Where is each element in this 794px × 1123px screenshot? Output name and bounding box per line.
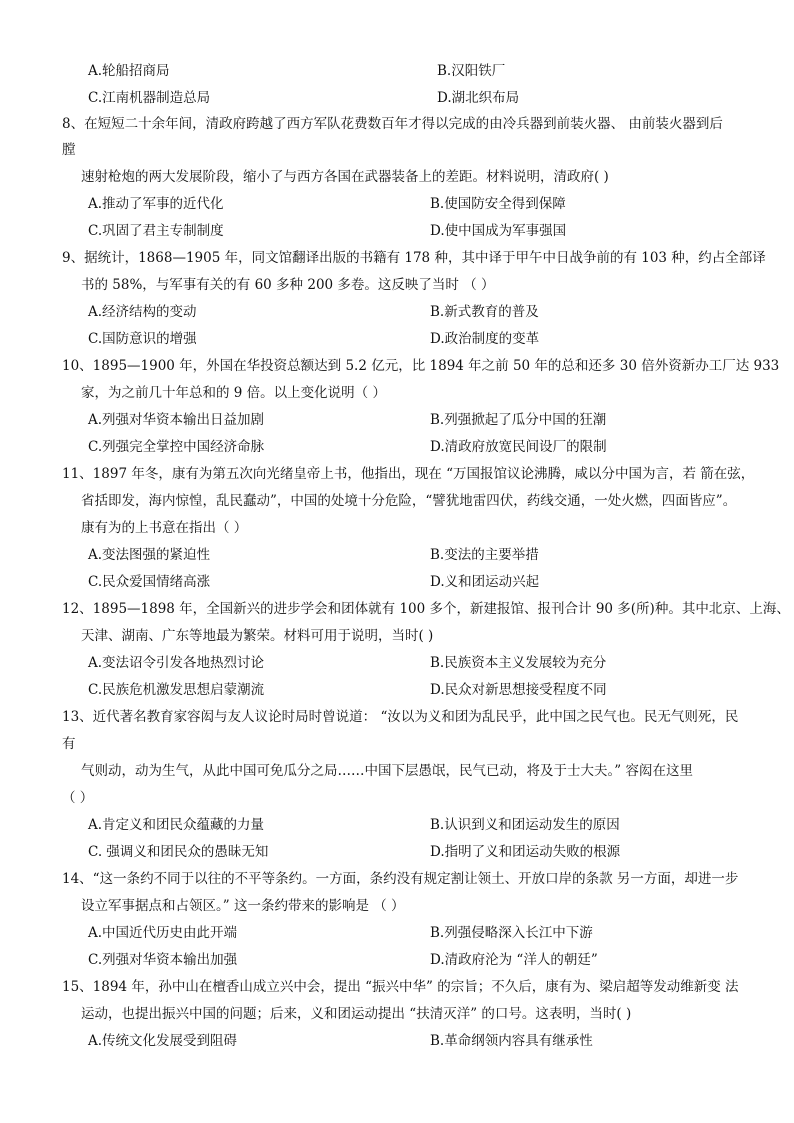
option-b: B.汉阳铁厂 xyxy=(437,63,506,79)
option-c: C.列强对华资本输出加强 xyxy=(88,952,238,968)
option-d: D.指明了义和团运动失败的根源 xyxy=(430,844,621,860)
question-13-stem: 13、近代著名教育家容闳与友人议论时局时曾说道： “汝以为义和团为乱民乎，此中国之民气也。民无气则死，民 xyxy=(62,709,739,725)
option-b: B.革命纲领内容具有继承性 xyxy=(430,1033,593,1049)
option-d: D.清政府放宽民间设厂的限制 xyxy=(430,439,607,455)
question-11-stem: 康有为的上书意在指出（ ） xyxy=(81,520,248,536)
question-8-stem: 8、在短短二十余年间，清政府跨越了西方军队花费数百年才得以完成的由冷兵器到前装火器、 由前装火器到后 xyxy=(62,116,723,132)
option-a: A.轮船招商局 xyxy=(88,63,170,79)
option-d: D.民众对新思想接受程度不同 xyxy=(430,682,607,698)
question-9-stem: 书的 58%，与军事有关的有 60 多种 200 多卷。这反映了当时 （ ） xyxy=(81,277,495,293)
option-a: A.变法图强的紧迫性 xyxy=(88,547,211,563)
option-c: C.江南机器制造总局 xyxy=(88,90,211,106)
option-c: C.民族危机激发思想启蒙潮流 xyxy=(88,682,265,698)
question-8-stem: 膛 xyxy=(62,142,76,158)
question-12-stem: 天津、湖南、广东等地最为繁荣。材料可用于说明，当时( ) xyxy=(81,628,434,644)
option-c: C.民众爱国情绪高涨 xyxy=(88,574,211,590)
question-14-stem: 设立军事据点和占领区。” 这一条约带来的影响是 （ ） xyxy=(81,898,405,914)
option-a: A.传统文化发展受到阻碍 xyxy=(88,1033,238,1049)
option-b: B.认识到义和团运动发生的原因 xyxy=(430,817,620,833)
option-b: B.列强掀起了瓜分中国的狂潮 xyxy=(430,412,607,428)
option-b: B.列强侵略深入长江中下游 xyxy=(430,925,593,941)
option-d: D.清政府沦为 “洋人的朝廷” xyxy=(430,952,598,968)
option-a: A.肯定义和团民众蕴藏的力量 xyxy=(88,817,265,833)
option-a: A.变法诏令引发各地热烈讨论 xyxy=(88,655,265,671)
question-9-stem: 9、据统计，1868—1905 年，同文馆翻译出版的书籍有 178 种，其中译于甲午中日战争前的有 103 种，约占全部译 xyxy=(62,250,766,266)
question-15-stem: 15、1894 年，孙中山在檀香山成立兴中会，提出 “振兴中华” 的宗旨；不久后，康有为、梁启超等发动维新变 法 xyxy=(62,979,739,995)
option-b: B.变法的主要举措 xyxy=(430,547,539,563)
option-b: B.民族资本主义发展较为充分 xyxy=(430,655,607,671)
question-13-stem: （ ） xyxy=(62,790,94,806)
question-8-stem: 速射枪炮的两大发展阶段，缩小了与西方各国在武器装备上的差距。材料说明，清政府( ) xyxy=(81,169,609,185)
option-b: B.新式教育的普及 xyxy=(430,304,539,320)
question-11-stem: 省括即发，海内惊惶，乱民蠢动”，中国的处境十分危险，“譬犹地雷四伏，药线交通，一处火燃，四面皆应”。 xyxy=(81,493,737,509)
question-11-stem: 11、1897 年冬，康有为第五次向光绪皇帝上书，他指出，现在 “万国报馆议论沸腾，咸以分中国为言，若 箭在弦， xyxy=(62,466,755,482)
question-13-stem: 气则动，动为生气，从此中国可免瓜分之局……中国下层愚氓，民气已动，将及于士大夫。” 容闳在这里 xyxy=(81,763,693,779)
option-a: A.推动了军事的近代化 xyxy=(88,196,224,212)
option-b: B.使国防安全得到保障 xyxy=(430,196,566,212)
question-10-stem: 10、1895—1900 年，外国在华投资总额达到 5.2 亿元，比 1894 年之前 50 年的总和还多 30 倍外资新办工厂达 933 xyxy=(62,358,780,374)
option-d: D.湖北织布局 xyxy=(437,90,520,106)
option-a: A.中国近代历史由此开端 xyxy=(88,925,238,941)
option-c: C.巩固了君主专制制度 xyxy=(88,223,224,239)
option-a: A.列强对华资本输出日益加剧 xyxy=(88,412,265,428)
question-12-stem: 12、1895—1898 年，全国新兴的进步学会和团体就有 100 多个，新建报馆、报刊合计 90 多(所)种。其中北京、上海、 xyxy=(62,601,790,617)
option-c: C. 强调义和团民众的愚昧无知 xyxy=(88,844,269,860)
question-14-stem: 14、“这一条约不同于以往的不平等条约。一方面，条约没有规定割让领土、开放口岸的条款 另一方面，却进一步 xyxy=(62,871,739,887)
question-10-stem: 家，为之前几十年总和的 9 倍。以上变化说明（ ） xyxy=(81,385,386,401)
question-13-stem: 有 xyxy=(62,736,76,752)
option-a: A.经济结构的变动 xyxy=(88,304,197,320)
option-d: D.义和团运动兴起 xyxy=(430,574,540,590)
option-d: D.政治制度的变革 xyxy=(430,331,540,347)
option-c: C.国防意识的增强 xyxy=(88,331,197,347)
option-c: C.列强完全掌控中国经济命脉 xyxy=(88,439,265,455)
question-15-stem: 运动，也提出振兴中国的问题；后来，义和团运动提出 “扶清灭洋” 的口号。这表明，当时( ) xyxy=(81,1006,632,1022)
option-d: D.使中国成为军事强国 xyxy=(430,223,567,239)
